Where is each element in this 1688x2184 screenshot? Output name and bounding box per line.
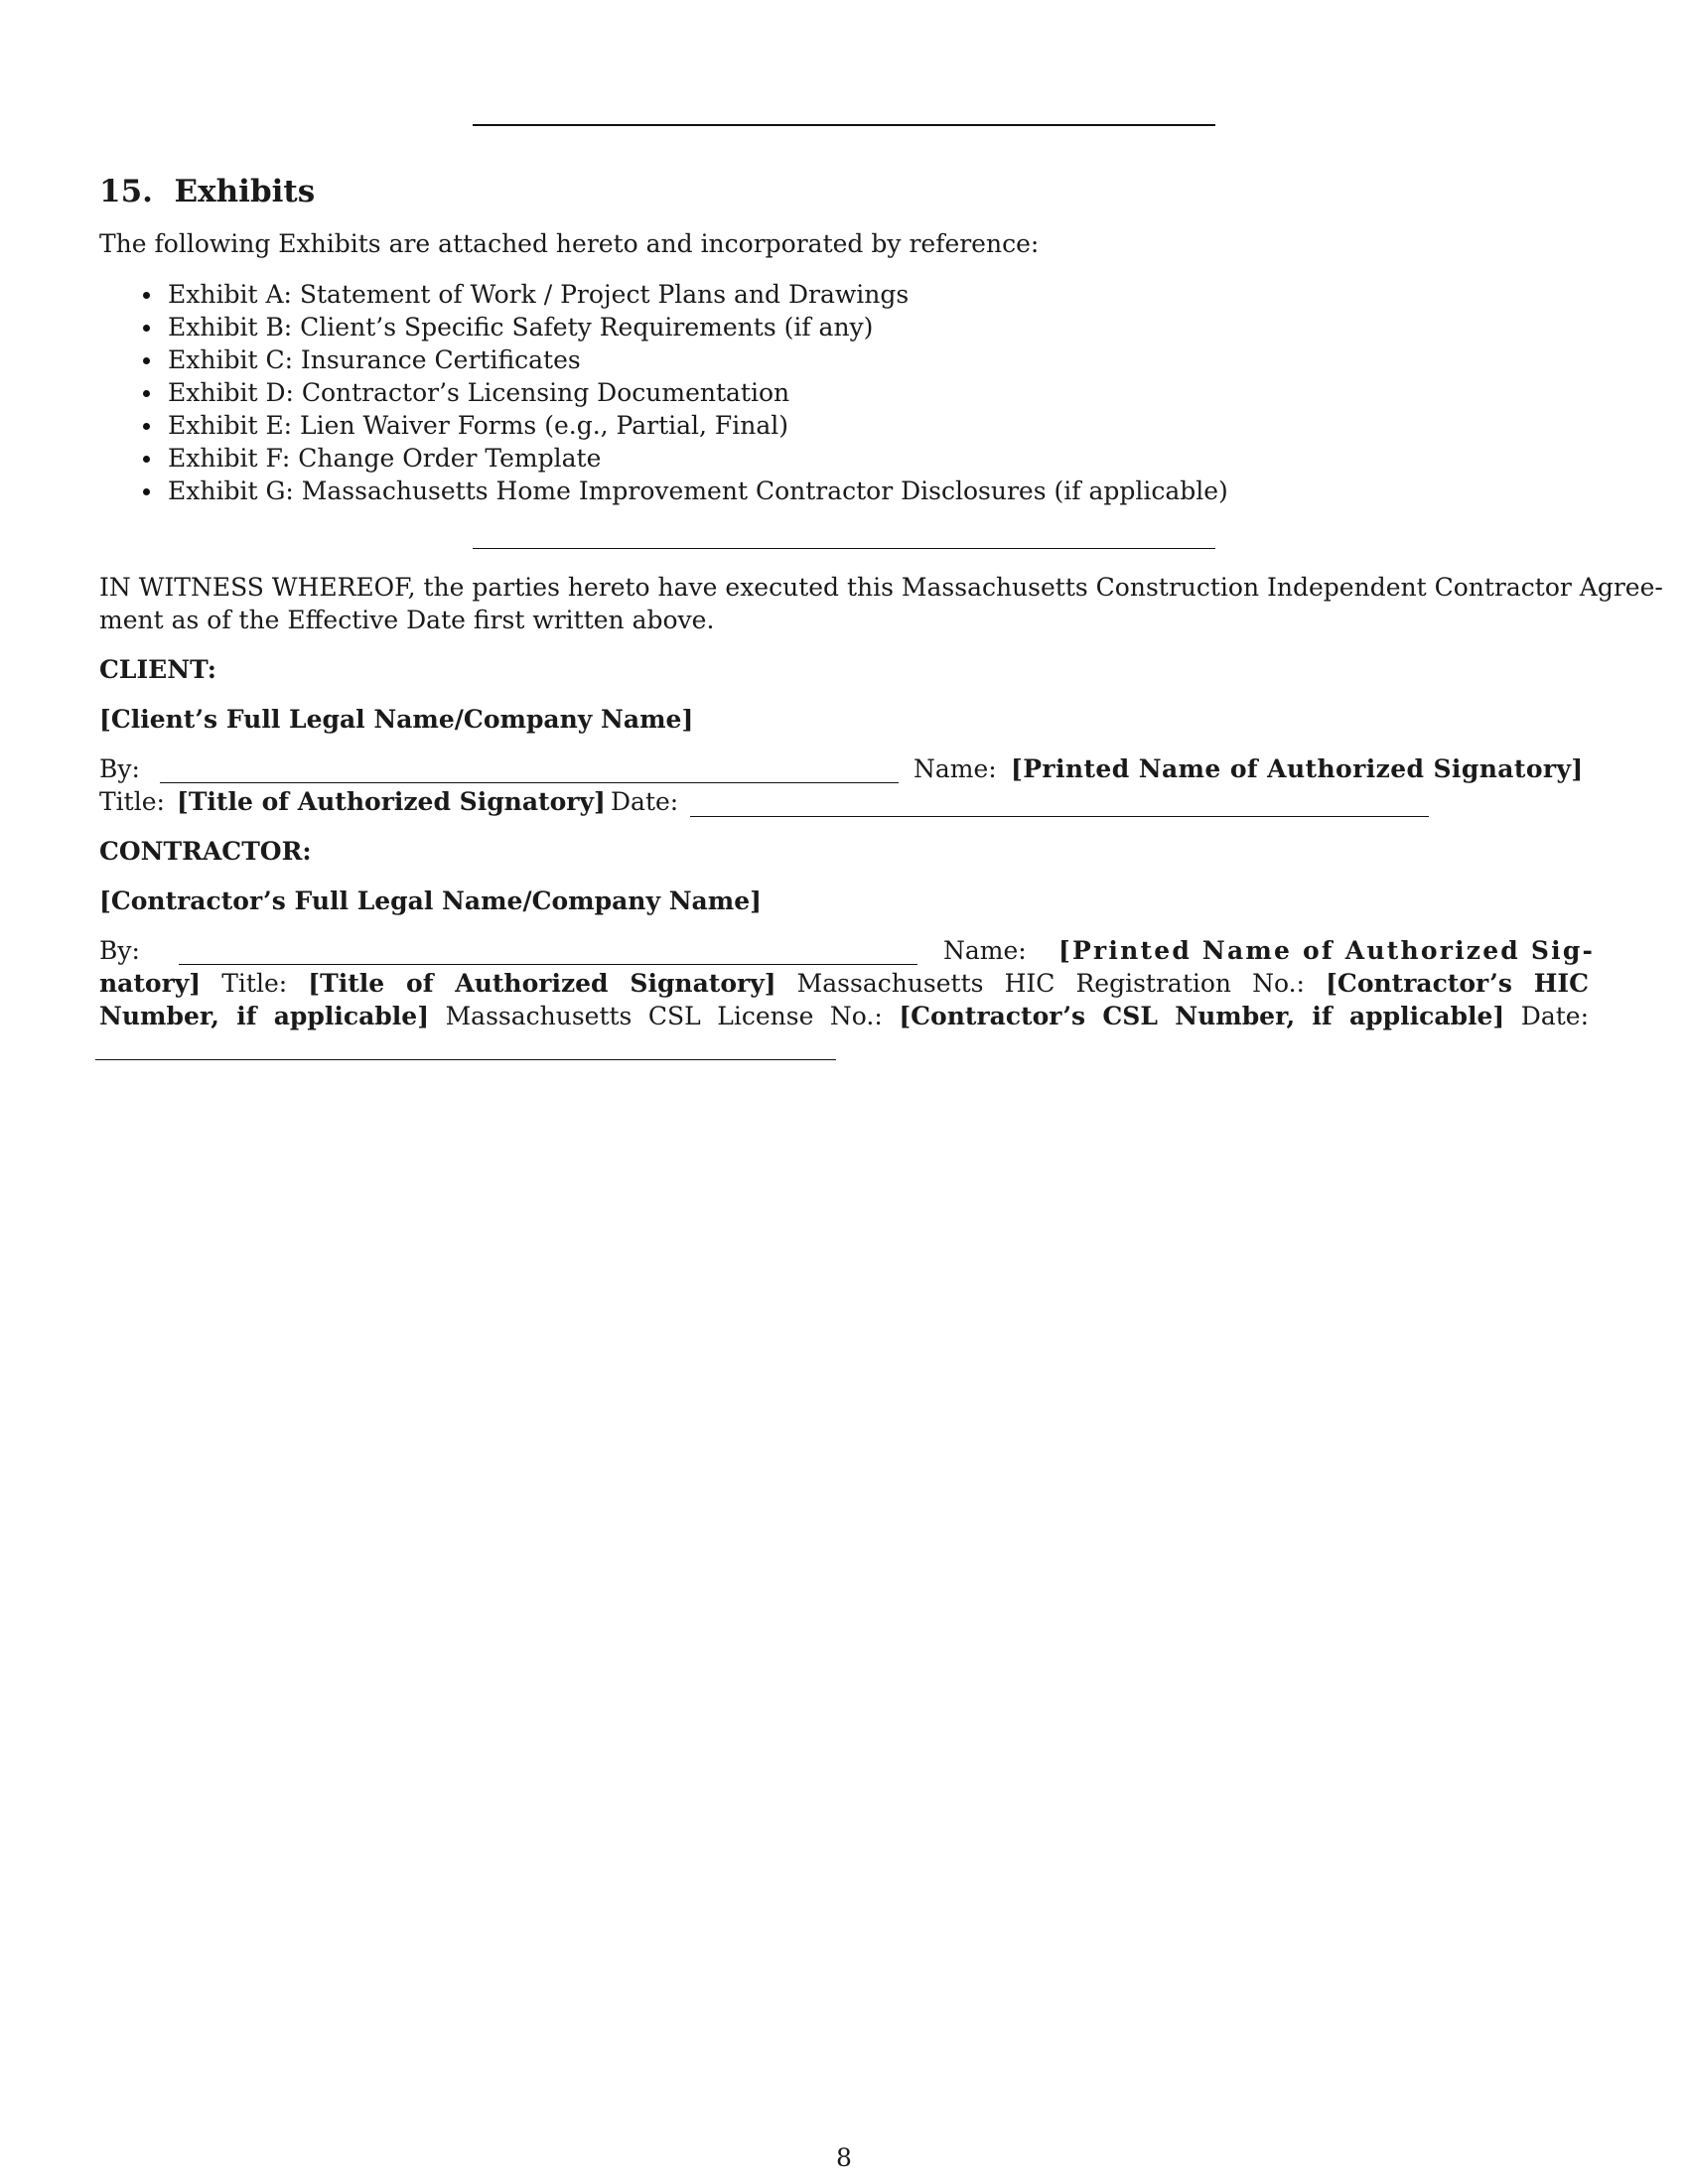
contractor-name-label: Name: bbox=[943, 936, 1027, 965]
contractor-name: [Contractor’s Full Legal Name/Company Name] bbox=[99, 887, 762, 915]
contractor-title-value: [Title of Authorized Signatory] bbox=[308, 969, 776, 998]
client-printed-name: [Printed Name of Authorized Signatory] bbox=[1011, 754, 1584, 783]
client-title-value: [Title of Authorized Signatory] bbox=[177, 787, 606, 816]
contractor-title-label: Title: bbox=[221, 969, 288, 998]
top-divider bbox=[473, 124, 1215, 126]
client-name: [Client’s Full Legal Name/Company Name] bbox=[99, 705, 694, 734]
section-heading bbox=[99, 172, 315, 211]
contractor-csl-value: [Contractor’s CSL Number, if applicable] bbox=[899, 1002, 1505, 1030]
exhibits-intro: The following Exhibits are attached hereto and incorporated by reference: bbox=[99, 229, 1040, 258]
contractor-details-line-2 bbox=[99, 1000, 1589, 1032]
contractor-signature-line[interactable] bbox=[179, 938, 917, 965]
exhibit-item: Exhibit C: Insurance Certificates bbox=[99, 343, 1228, 376]
witness-line-1: IN WITNESS WHEREOF, the parties hereto have executed this Massachusetts Construction Independent Contractor Agree- bbox=[99, 573, 1663, 602]
client-date-line[interactable] bbox=[690, 790, 1429, 817]
client-title-label: Title: bbox=[99, 787, 165, 816]
page-number: 8 bbox=[836, 2143, 852, 2172]
document-page bbox=[99, 0, 1663, 2184]
contractor-printed-name-cont: natory] bbox=[99, 969, 202, 998]
client-name-label: Name: bbox=[914, 754, 997, 783]
exhibit-item: Exhibit D: Contractor’s Licensing Documentation bbox=[99, 376, 1228, 409]
contractor-by-label: By: bbox=[99, 936, 140, 965]
contractor-hic-value: [Contractor’s HIC bbox=[1326, 969, 1589, 998]
contractor-heading: CONTRACTOR: bbox=[99, 837, 312, 866]
contractor-hic-label: Massachusetts HIC Registration No.: bbox=[796, 969, 1305, 998]
contractor-details-line-1 bbox=[99, 967, 1589, 1000]
exhibit-list bbox=[99, 278, 1228, 507]
section-title: Exhibits bbox=[174, 174, 316, 209]
client-heading: CLIENT: bbox=[99, 655, 217, 684]
section-number: 15. bbox=[99, 174, 153, 209]
exhibit-item: Exhibit A: Statement of Work / Project Plans and Drawings bbox=[99, 278, 1228, 311]
contractor-hic-value-cont: Number, if applicable] bbox=[99, 1002, 430, 1030]
contractor-date-label: Date: bbox=[1520, 1002, 1589, 1030]
client-signature-line[interactable] bbox=[160, 756, 899, 783]
exhibit-item: Exhibit G: Massachusetts Home Improvement Contractor Disclosures (if applicable) bbox=[99, 475, 1228, 507]
contractor-csl-label: Massachusetts CSL License No.: bbox=[445, 1002, 883, 1030]
witness-line-2: ment as of the Effective Date first written above. bbox=[99, 606, 715, 634]
exhibit-item: Exhibit F: Change Order Template bbox=[99, 442, 1228, 475]
exhibit-item: Exhibit E: Lien Waiver Forms (e.g., Partial, Final) bbox=[99, 409, 1228, 442]
client-date-label: Date: bbox=[611, 787, 679, 816]
middle-divider bbox=[473, 548, 1215, 549]
client-by-label: By: bbox=[99, 754, 140, 783]
exhibit-item: Exhibit B: Client’s Specific Safety Requirements (if any) bbox=[99, 311, 1228, 343]
contractor-printed-name: [Printed Name of Authorized Sig- bbox=[1058, 936, 1596, 965]
contractor-date-line[interactable] bbox=[95, 1033, 836, 1060]
